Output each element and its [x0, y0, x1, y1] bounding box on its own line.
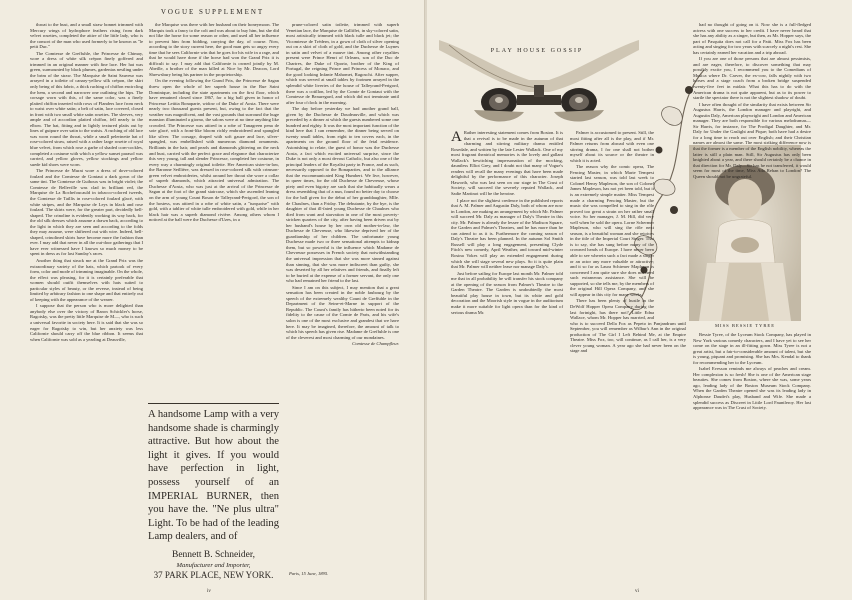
paragraph: There has been plenty of hustle in the DeWolf Hopper Opera Company during the last fortnight, has there not? Little Edna Wallace, whom Mr. Hopper has married, and who is to succeed Della Fox as Pepeto in Panjandrum until September, you will remember as Wilbur's Ann in the original production of The Girl I Left Behind Me, at the Empire Theatre. Miss Fox, too, will continue, as I call her, is a very clever young woman. A year ago she had never been on the stage and	[570, 298, 686, 354]
page-number: iv	[207, 589, 211, 594]
drop-cap: A	[451, 129, 462, 145]
paragraph: Since I am on this subject, I may mention that a great sensation has been created in the noble faubourg by the speech of the extremely wealthy Count de Greffuhle in the Department of the Seine-et-Marne in support of the Republic. The Count's family has hitherto been noted for its fidelity to the cause of the Comte de Paris, and his wife's salon is one of the most exclusive and grandest that we have here. It may be imagined, therefore, the amount of talk to which his speech has given rise. Madame de Greffuhle is one of the cleverest and most charming of our mondaines.	[286, 284, 399, 340]
paragraph: throat to the bust, and a small straw bonnet trimmed with Mercury wings of hydrophore feathers rising from dark velvet rosettes, completed the attire of the little lady, who is the consort of the man who used formerly to be known as "le petit Duc."	[30, 22, 143, 50]
left-page	[0, 0, 425, 600]
dateline: Paris, 15 June, 1895.	[289, 571, 329, 576]
signoff: Comtesse de Champfleur.	[352, 341, 399, 347]
paragraph: Just before sailing for Europe last month Mr. Palmer told me that in all probability he will transfer his stock company at the opening of the season from Palmer's Theatre to the Garden Theatre. The Garden is undoubtedly the most beautiful play house in town, but its white and gold decoration and the Moorish style in vogue in the auditorium make it more suitable for light opera than for the kind of serious drama Mr.	[451, 270, 563, 315]
paragraph: prune-colored satin toilette, trimmed with superb Venetian lace, the Marquise de Galliffet, in sky-colored satin, most artistically trimmed with black tulle and black jet; the Vicomtesse de Trédern, in a gown of cloth of silver opening out on a skirt of cloth of gold, and the Duchesse de Luynes in satin and velvet of a mauve tint. Among other royalties present were Prince Henri of Orleans, son of the Duc de Chartres, the Duke of Oporto, brother of the King of Portugal, the reigning Prince and Princess of Monaco, and the good looking Infante Mahomet, Ragoschi. After supper, which was served at small tables by footmen arrayed in the splendid white liveries of the house of Talleyrand-Perigord, there was a cotillon, led by the Comte de Gontaut with the Comtesse de Beauregard, and which did not terminate until after four o'clock in the morning.	[286, 22, 399, 105]
right-column-3-top	[693, 22, 811, 179]
paragraph: The Comtesse de Greffuhle, the Princesse de Chimay, wore a dress of white silk crépon finely goffered and trimmed in an original manner with fine lace. Her hat was green, surmounted by black plumes, gardenias nestling under the brim of the straw. The Marquise de Saint Sauveur was arrayed in a toilette of canary-yellow silk crépon, the skirt only being of this fabric, a thick ruching of chiffon encircling the hem, a second and narrower one outlining the hips. The corsage worn with this, of the same color, was a finely plaited chiffon inserted with rows of Flanders lace from neck to waist over white satin; a belt of satin, lace covered, closed in front with two small white satin rosettes. The sleeves, very ample and of accordion plaited chiffon, fell nearly to the elbow. The hat, fitting and in lightly textured plaits out by lines of guipure over satin to the waists. A ruching of old lace was worn round the throat, while a small pelerinette hat of rose-colored straw, raised with a rather large rosette of royal blue velvet, from which rose a garbe of shaded corn-cockles, completed a costume with which a yellow sunset parasol was carried, and yellow gloves, yellow stockings and yellow suede kid shoes were worn.	[30, 50, 143, 167]
right-column-2	[570, 130, 686, 584]
paragraph: The day before yesterday we had another grand ball, given by the Duchesse de Doudeauville, and which was preceded by a dinner at which the guests numbered some one hundred and eighty. It was the most important function of the kind here that I can remember, the dinner being served on twenty small tables, from eight to ten covers each, in the apartments on the ground floor of the fetal residence. Astonishing to relate, the guest of honor was the Duchesse Aosta, a fact which excited universal surprise, since the Duke is not only a most devout Catholic, but also one of the principal leaders of the Royalist party in France, and as such, necessarily opposed to the Bonaparties, and to the alliance that the excommunicated King Humbert. We live, however, in queer times, for the old Duchesse de Chevreuse, whose piety and even bigotry are such that she habitually wears a dress resembling that of a nun, found no better day to choose for the ball given for the debut of her granddaughter, Mlle. de Chaulnes, than a Friday. The debutante, by the bye, is the daughter of that ill-fated young Duchesse de Chaulnes who died from want and starvation in one of the most poverty-stricken quarters of the city, after having been driven out by her husband's house by her own old mother-in-law, the Duchesse de Chevreuse, who likewise deprived her of the guardianship of her children. The unfortunate young Duchesse made two or three sensational attempts to kidnap them, but so powerful is the influence which Madame de Chevreuse possesses in French society that notwithstanding the universal impression that she was more sinned against than sinning, that she was more indiscreet than guilty, she was deserted by all her relatives and friends, and finally left to be buried at the expense of a former servant, the only one who had remained her friend to the last.	[286, 106, 399, 284]
ad-advertiser-role: Manufacturer and Importer,	[176, 561, 251, 569]
paragraph: If you are one of those persons that are almost pessimists, and are eager, therefore, to discover something that may possibly excite you, I recommend you to the Comedians of Musica where Dr. Carver, the ex-cow, falls nightly with two horses and a stage coach from a broken bridge suspended twenty-five feet in midair. What this has to do with the American drama is not quite apparent, but as to its power to startle the spectator there is not the slightest shadow of doubt.	[693, 56, 811, 101]
ad-body: A handsome Lamp with a very handsome shade is charmingly attractive. But how about the light it gives. If you would have perfection in light, possess yourself of an IMPERIAL BURNER, then you have the. "Ne plus ultra" Light. To be had of the leading Lamp dealers, and of	[148, 409, 279, 543]
paragraph: had no thought of going on it. Now she is a full-fledged actress with one success to her credit. I have never heard that she has any ability as a singer, but then, as Mr. Hopper says, the part of Pasquita does not call for a Patti. Miss Fox has been acting and singing for two years with scarcely a night's rest. She has certainly earned her vacation and a trip abroad.	[693, 22, 811, 55]
paragraph: I suppose that the person who is more delighted than anybody else over the victory of Baron Schickler's horse, Ragotsky, was the pretty little Marquise de M—, who is such a universal favorite in society here. It is said that she was so eager for Ragotsky to win, but her anxiety was less Californie should carry off the blue ribbon. It seems that when Californie was sold as a yearling at Deauville,	[30, 303, 143, 342]
paragraph: The Princesse de Murat wore a dress of dove-colored foulard and the Comtesse de Gontaut a dark gown of the same tint. The Comtesse de Guiboux was in bright violet; the Comtesse de Belleville was clad in brilliant red, the Marquise de La Rochefoucauld in tobacco-colored tweeds, the Comtesse de Taillis in rose-colored foulard glacé, with white stripes, and the Marquise de Leys in black and rose foulard. The skirts were, for the greater part, decidedly bell-shaped. The crinoline is evidently working its way back, for the old silk dresses which assume a drawn back, according to the light in which they are seen and according to the folds they may assume, were shiftered out with wire. Indeed, bell-shaped, crinolined skirts have become more the fashion than ever. I may add that never in all the out-door gatherings that I have ever witnessed have I known so much money to be spent in dress as for last Sunday's races.	[30, 168, 143, 257]
right-page	[427, 0, 852, 600]
page-number: vi	[635, 589, 639, 594]
article-title: PLAY HOUSE GOSSIP	[490, 48, 584, 54]
paragraph: I place not the slightest credence in the published reports that A. M. Palmer and Augustin Daly, both of whom are now in London, are making an arrangement by which Mr. Palmer will succeed Mr. Daly as manager of Daly's Theatre in this city. Mr. Palmer is already the lessee of the Madison Square, the Garden and Palmer's Theatres, and he has more than he can attend to as it is. Furthermore the coming season of Daly's Theatre has been planned. In the autumn Sol Smith Russell will play a long engagement, presenting Clyde Fitch's new comedy, April Weather, and toward mid-winter Rosina Vokes will play an extended engagement during which she will stage several new plays. So it is quite plain that Mr. Palmer will neither lease nor manage Daly's.	[451, 197, 563, 270]
paragraph: the Marquise was there with her husband on their honeymoon. The Marquis took a fancy to the colt and was about to buy him, but she did not like the horse for some reason or other, and used all her influence to prevent him from bidding, carrying the day, of course. Now, according to the story current here, the good man gets so angry every time that he sees Californie win that he goes for his wife in a rage, and that he would have done if the horse had won the Grand Prix it is difficult to say. I may add that Californie is owned jointly by M. Abeille, a brother of the man killed at Nice by Mr. Deacon, Lord Shrewsbury being his partner in the proprietorship.	[149, 22, 279, 77]
right-column-1	[451, 130, 563, 584]
paragraph: Bessie Tyree, of the Lyceum Stock Company, has played in New York various comedy characters, and I have yet to see her come on the stage in an ill-fitting gown. Miss Tyree is not a great artist, but a fair-to-considerable amount of talent, but she is young, piquant and promising. She has Mrs. Kendal to thank for recommending her to the Lyceum.	[693, 332, 811, 365]
left-column-1	[30, 22, 143, 574]
paragraph: Palmer is accustomed to present. Still, the most fitting after all is the play, and if Mr. Palmer returns from abroad with even one stirring drama, I for one shall not bother myself about its source or the theatre in which it is acted.	[570, 130, 654, 163]
paragraph: Isabel Evesson reminds me always of peaches and cream. Her complexion is so fresh! She is one of the American stage beauties. She comes from Boston, where she was, some years ago, leading lady of the Boston Museum Stock Company. When the Garden Theatre opened she was its leading lady in Alphonse Daudet's play, Husband and Wife. She made a splendid success as Discreet in Little Lord Fauntleroy. Her last appearance was in The Crust of Society.	[693, 366, 811, 411]
ad-advertiser-address: 37 PARK PLACE, NEW YORK.	[153, 569, 274, 580]
paragraph: The reason why the comic opera, The Fencing Master, in which Marie Tempest started last season, was told last week to Colonel Henry Mapleson, the son of Colonel James Mapleson, has not yet been told, but it is an extremely simple matter. Miss Tempest made a charming Fencing Master, but the music she was compelled to sing in the rôle proved too great a strain on her rather small voice. So her manager, J. M. Hill, did very well when he sold the opera. Lorne Schermer Mapleson, who will sing the rôle next season, is a beautiful woman and she rejoices in the title of the Imperial Court Singer. That is to say, she has sung before many of the crowned heads of Europe. I have never been able to see wherein such a fact made a singer or an actor any more valuable or attractive; and it so far as Laura Schirmer Mapleson is concerned I am quite sure she does not need such extraneous assistance. She will be supported, so she tells me, by the members of the original Hill Opera Company, and she will appear in this city for many weeks.	[570, 164, 654, 297]
paragraph-lead	[451, 130, 563, 197]
ad-advertiser-name: Bennett B. Schneider,	[172, 549, 255, 560]
lamp-advertisement	[148, 408, 279, 586]
paragraph: I have often thought of the similarity that exists between Sir Augustus Harris, the London manager and playright, and Augustin Daly, American playwright and London and American manager. They are both responsible for various melodramas—Sir Harris, for instance, for The Prodigal Daughter, and Mr. Daly for Under the Gaslight and Pique; both have had a desire for a long time to reach out over English; and their Christian names are almost the same. The most striking difference now is that the former is a member of the English nobility, whereas the latter is still a plain man. Still, Sir Augustus has only been knighted about a year, and there should certainly be a chance in that direction for Mr. Daly—Sir has he not transferred, it would seem for most of the time, Miss Ada Rehan to London? The Queen should not be ungrateful.	[693, 101, 811, 179]
ad-top-rule	[148, 403, 279, 404]
right-column-3-bottom	[693, 332, 811, 584]
paragraph: Another thing that struck me at the Grand Prix was the extraordinary variety of the hats, which partook of every form, color and mode of trimming imaginable. On the whole, the effect was pleasing, for it is certainly preferable that women should outfit themselves with hats suited to particular styles of beauty, or the reverse, instead of being limited by arbitrary fashion to one shape and that entirely out of keeping with the appearance of the wearer.	[30, 257, 143, 302]
vine-float-spacer	[654, 130, 686, 318]
page-header: VOGUE SUPPLEMENT	[160, 8, 265, 16]
lead-text: Rather interesting statement comes from Boston. It is that a revival is to be made in the autumn of that charming and stirring military drama entitled Rosedale, and written by the late Lester Wallack. One of my most fragrant theatrical memories is the lovely and gallant Wallack's bewitching impersonation of the mocking, dauntless Elliot Grey, and I doubt not that many of Vogue's readers will recall the many evenings that have been made delightful by the performance of this character. Joseph Haworth, who was last seen on our stage in The Crust of Society, will succeed the severely reputed Wallack, and Sadie Martinot will be the heroine.	[451, 130, 563, 197]
paragraph: On the evening following the Grand Prix, the Princesse de Sagan threw open the whole of her superb house in the Rue Saint Dominique, including the state apartments on the first floor, which have remained closed since 1867, for a big ball given in honor of Princesse Letitia Bonaparte, widow of the Duke of Aosta. There were nearly two thousand guests present, but, owing to the fact that the weather was magnificent, and the vast grounds that surround the huge mansion illuminated a giorno, the salons were at no time anything like crowded. The Princesse was attired in a robe of Tanagreen pena de soie glacé, with a front-like bloom richly embroidered and spangled like silver. The corsage, draped with soft gauze and lace, silver-spangled, was embellished with numerous diamond ornaments. Brilliants in the hair, and pearls and diamonds glittering on the neck and bust, carried with the perfect grace and elegance that characterize this very young, tall and slender Princesse, completed her costume, in every way a charmingly original toilette. Her American sister-in-law, the Baronne Seillière, was dressed in rose-colored silk with crimson-green velvet embroideries, whilst around her throat she wore a collar of superb diamonds, which attracted universal admiration. The Duchesse d'Aosta, who was just at the arrival of the Princesse de Sagan at the foot of the grand staircase, which she ascended leaning on the arm of young Count Boson de Talleyrand-Perigord, the son of the hostess, was attired in a robe of white satin, a "turquoise" with gold, with a tablier of white tulle embroidered with gold, while in her black hair was a superb diamond rivière. Among others whom I noticed at the ball were the Duchesse d'Uzes, in a	[149, 78, 279, 223]
left-column-3	[286, 22, 399, 567]
photo-caption: MISS BESSIE TYREE	[714, 323, 776, 328]
left-column-2	[149, 22, 279, 398]
